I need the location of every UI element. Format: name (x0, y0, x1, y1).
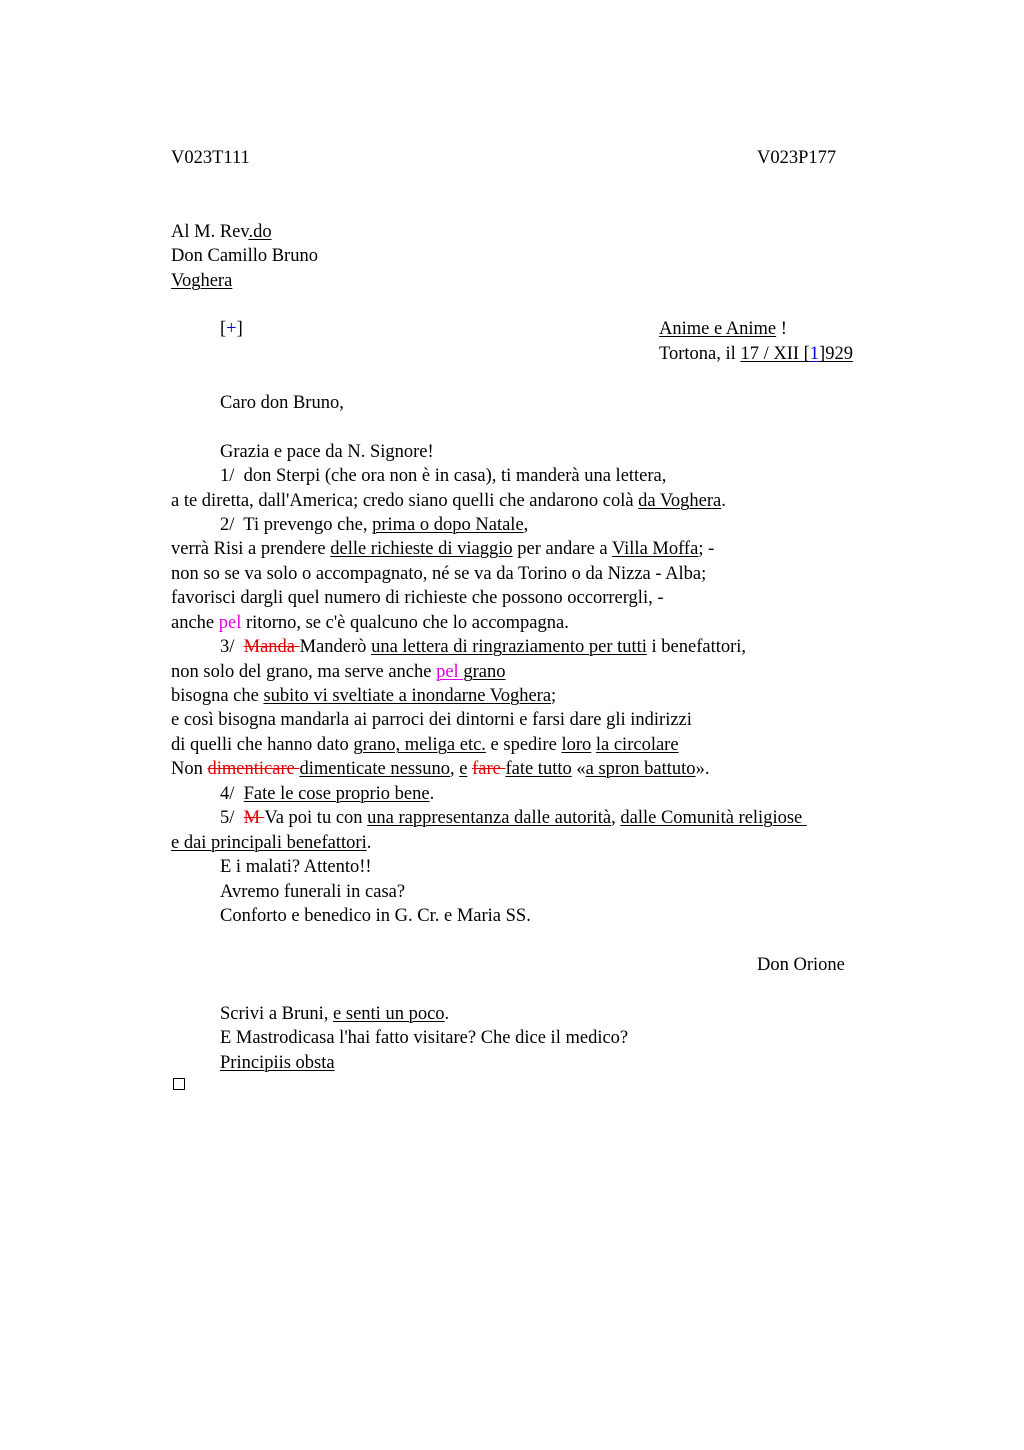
address-line-1: Al M. Rev.do (171, 222, 272, 242)
point-4: 4/ Fate le cose proprio bene. (220, 784, 435, 804)
point-5-line-2: e dai principali benefattori. (171, 833, 372, 853)
point-3-line-1: 3/ Manda Manderò una lettera di ringraziamento per tutti i benefattori, (220, 637, 747, 657)
end-box-icon (173, 1078, 185, 1090)
document-code-right: V023P177 (757, 148, 837, 168)
closing-line-3: Conforto e benedico in G. Cr. e Maria SS. (220, 906, 531, 926)
point-2-line-4: favorisci dargli quel numero di richieste che possono occorrergli, - (171, 588, 664, 608)
closing-line-1: E i malati? Attento!! (220, 857, 372, 877)
postscript-line-3: Principiis obsta (220, 1053, 335, 1073)
point-2-line-5: anche pel ritorno, se c'è qualcuno che lo accompagna. (171, 613, 569, 633)
point-2-line-2: verrà Risi a prendere delle richieste di viaggio per andare a Villa Moffa; - (171, 539, 715, 559)
document-code-left: V023T111 (171, 148, 250, 168)
point-3-line-4: e così bisogna mandarla ai parroci dei dintorni e farsi dare gli indirizzi (171, 710, 692, 730)
closing-line-2: Avremo funerali in casa? (220, 882, 406, 902)
point-2-line-3: non so se va solo o accompagnato, né se va da Torino o da Nizza - Alba; (171, 564, 707, 584)
blessing: Grazia e pace da N. Signore! (220, 442, 434, 462)
postscript-line-1: Scrivi a Bruni, e senti un poco. (220, 1004, 450, 1024)
point-5-line-1: 5/ M Va poi tu con una rappresentanza dalle autorità, dalle Comunità religiose (220, 808, 807, 828)
motto: Anime e Anime ! (659, 319, 787, 339)
address-line-3: Voghera (171, 271, 233, 291)
dateline: Tortona, il 17 / XII [1]929 (659, 344, 853, 364)
point-3-line-6: Non dimenticare dimenticate nessuno, e fare fate tutto «a spron battuto». (171, 759, 710, 779)
point-2-line-1: 2/ Ti prevengo che, prima o dopo Natale, (220, 515, 529, 535)
signature: Don Orione (757, 955, 845, 975)
postscript-line-2: E Mastrodicasa l'hai fatto visitare? Che dice il medico? (220, 1028, 629, 1048)
point-3-line-5: di quelli che hanno dato grano, meliga etc. e spedire loro la circolare (171, 735, 679, 755)
point-3-line-3: bisogna che subito vi sveltiate a inondarne Voghera; (171, 686, 557, 706)
greeting: Caro don Bruno, (220, 393, 344, 413)
point-3-line-2: non solo del grano, ma serve anche pel grano (171, 662, 506, 682)
point-1-line-1: 1/ don Sterpi (che ora non è in casa), ti manderà una lettera, (220, 466, 667, 486)
cross-mark: [+] (220, 319, 243, 339)
address-line-2: Don Camillo Bruno (171, 246, 318, 266)
point-1-line-2: a te diretta, dall'America; credo siano quelli che andarono colà da Voghera. (171, 491, 726, 511)
